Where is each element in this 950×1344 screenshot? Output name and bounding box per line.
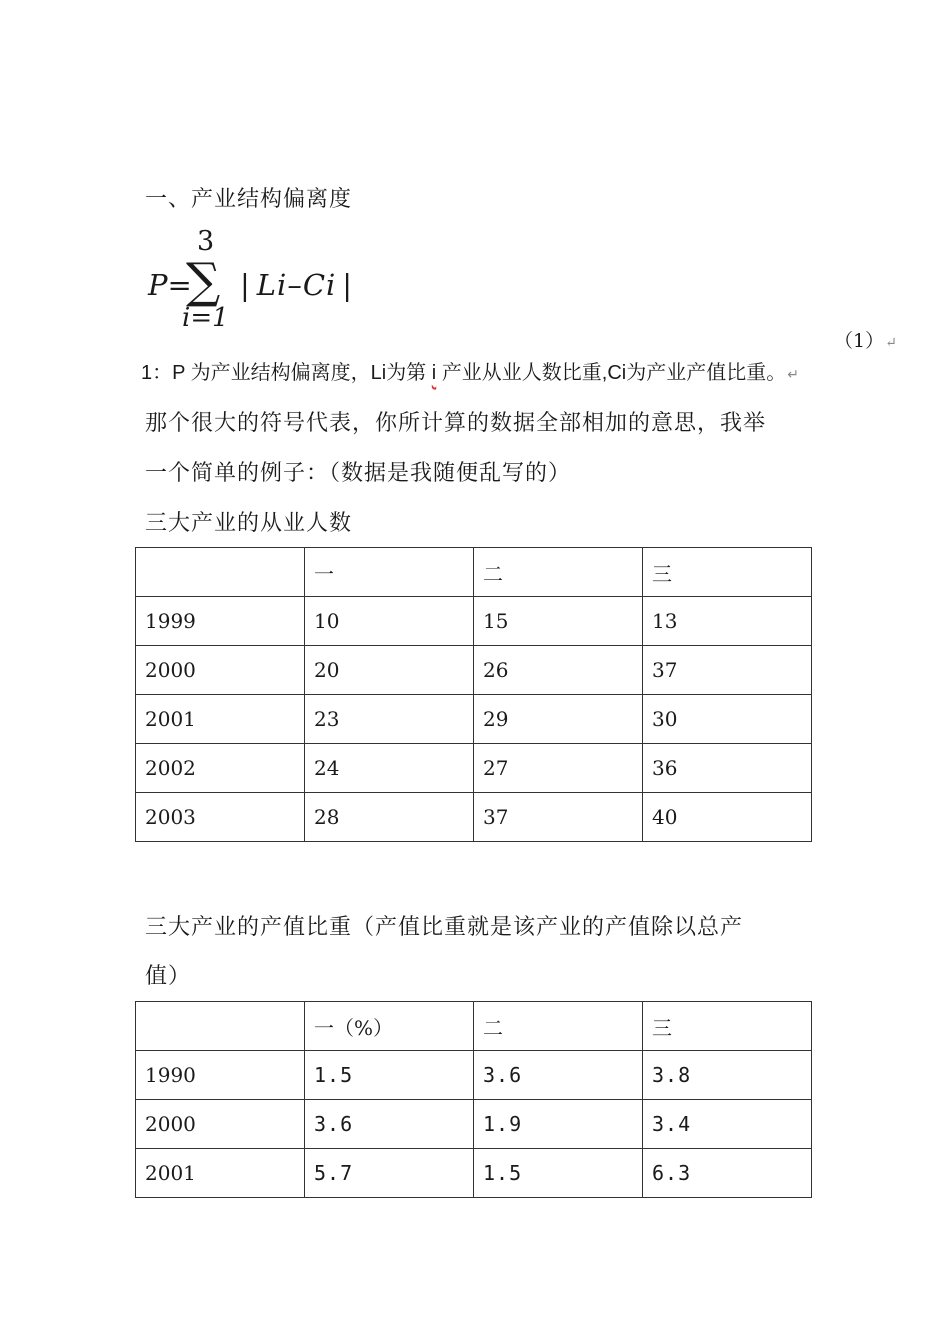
table-cell: 3.6 <box>474 1051 643 1100</box>
table-row <box>136 1100 812 1149</box>
table-header-row <box>136 1002 812 1051</box>
table-row <box>136 793 812 842</box>
formula-note <box>141 357 901 390</box>
note-part1: 1：P 为产业结构偏离度，Li为第 <box>141 362 427 384</box>
table-cell: 20 <box>305 646 474 695</box>
table2-caption-line-1: 三大产业的产值比重（产值比重就是该产业的产值除以总产 <box>145 915 744 940</box>
deviation-formula <box>148 228 408 338</box>
formula-difference: Li–Ci <box>256 268 337 302</box>
table-cell: 二 <box>474 548 643 597</box>
equation-number <box>834 326 897 353</box>
table-row <box>136 646 812 695</box>
table-row <box>136 744 812 793</box>
table-cell: 二 <box>474 1002 643 1051</box>
table-cell: 5.7 <box>305 1149 474 1198</box>
table-cell: 2001 <box>136 695 305 744</box>
return-mark-icon: ↵ <box>885 335 897 351</box>
output-share-table <box>135 1001 812 1198</box>
equation-number-text: （1） <box>834 330 885 352</box>
table-cell: 28 <box>305 793 474 842</box>
sum-lower-limit <box>182 304 229 332</box>
table-cell: 2000 <box>136 646 305 695</box>
sum-upper-limit: 3 <box>197 226 215 257</box>
table-cell: 一 <box>305 548 474 597</box>
note-part2: 产业从业人数比重,Ci为产业产值比重。 <box>441 362 787 384</box>
table-cell: 三 <box>643 1002 812 1051</box>
sum-index: i=1 <box>182 303 229 333</box>
return-mark-icon: ↵ <box>787 366 799 382</box>
table-row <box>136 597 812 646</box>
note-index-i: i <box>431 362 437 384</box>
table-cell: 3.4 <box>643 1100 812 1149</box>
table-cell: 1990 <box>136 1051 305 1100</box>
table-cell: 三 <box>643 548 812 597</box>
table-cell: 2000 <box>136 1100 305 1149</box>
table-cell: 15 <box>474 597 643 646</box>
table-row <box>136 1051 812 1100</box>
formula-equals: = <box>167 268 192 302</box>
table-cell: 2002 <box>136 744 305 793</box>
abs-bar-right: | <box>342 268 354 302</box>
table-cell: 30 <box>643 695 812 744</box>
table-header-row <box>136 548 812 597</box>
abs-bar-left: | <box>240 268 251 302</box>
employment-table <box>135 547 812 842</box>
summation-symbol: ∑ <box>186 253 221 309</box>
table-cell: 27 <box>474 744 643 793</box>
table-cell: 23 <box>305 695 474 744</box>
table-cell: 3.8 <box>643 1051 812 1100</box>
table-cell <box>136 1002 305 1051</box>
table-cell: 26 <box>474 646 643 695</box>
table-cell: 2001 <box>136 1149 305 1198</box>
table-cell: 29 <box>474 695 643 744</box>
table1-caption: 三大产业的从业人数 <box>145 511 353 536</box>
table-cell: 1.5 <box>305 1051 474 1100</box>
table-cell: 1999 <box>136 597 305 646</box>
table-cell: 24 <box>305 744 474 793</box>
table-row <box>136 695 812 744</box>
table-cell: 36 <box>643 744 812 793</box>
table-cell: 1.9 <box>474 1100 643 1149</box>
table-cell: 40 <box>643 793 812 842</box>
table-cell: 37 <box>643 646 812 695</box>
table-cell: 1.5 <box>474 1149 643 1198</box>
table-cell: 6.3 <box>643 1149 812 1198</box>
table-cell: 2003 <box>136 793 305 842</box>
formula-variable-p: P <box>148 268 168 302</box>
paragraph-line-1: 那个很大的符号代表，你所计算的数据全部相加的意思，我举 <box>145 411 767 436</box>
paragraph-line-2: 一个简单的例子：（数据是我随便乱写的） <box>145 461 572 486</box>
table-cell: 一（%） <box>305 1002 474 1051</box>
section-heading: 一、产业结构偏离度 <box>145 187 353 212</box>
formula-body <box>234 268 359 302</box>
table-cell: 3.6 <box>305 1100 474 1149</box>
table-cell: 13 <box>643 597 812 646</box>
table-cell <box>136 548 305 597</box>
table-cell: 10 <box>305 597 474 646</box>
table-cell: 37 <box>474 793 643 842</box>
table2-caption-line-2: 值） <box>145 964 192 989</box>
table-row <box>136 1149 812 1198</box>
